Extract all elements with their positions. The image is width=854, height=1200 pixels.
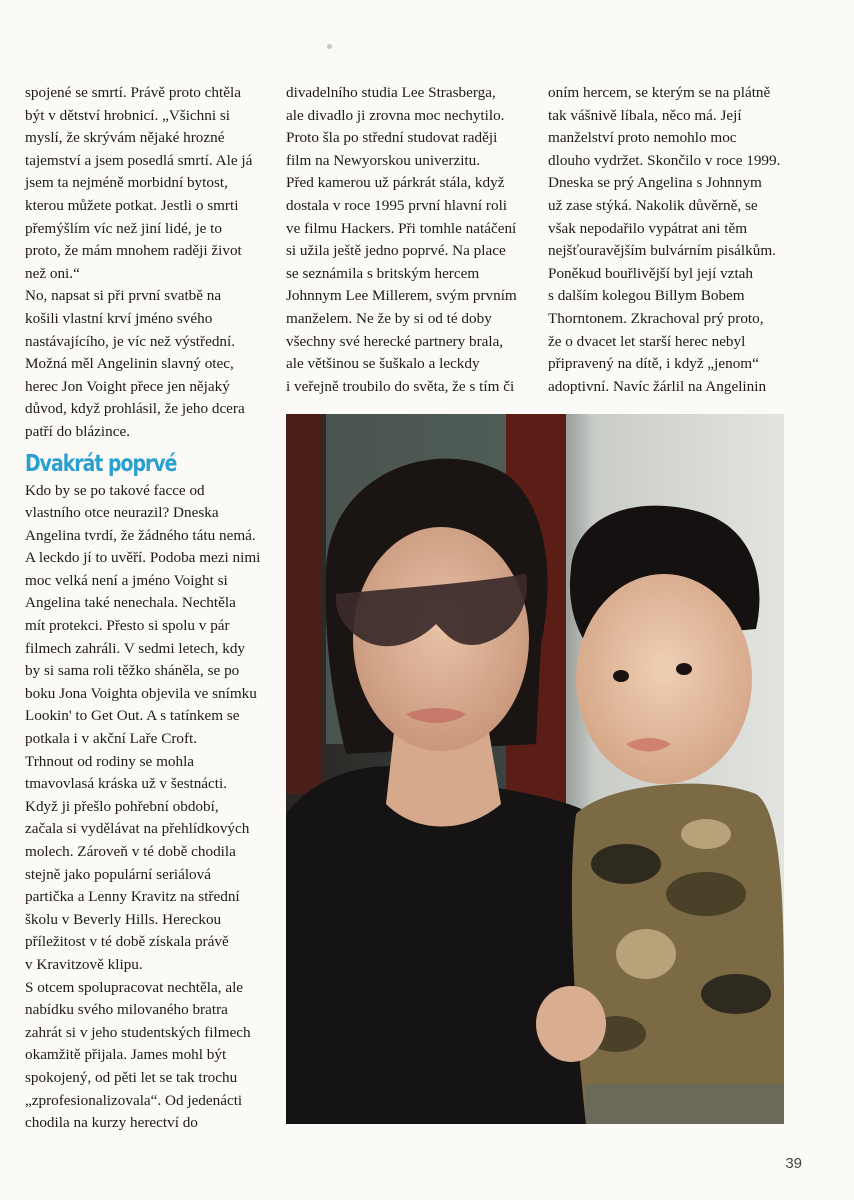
text-line: stejně jako populární seriálová <box>25 865 211 883</box>
text-line: si užila ještě jedno poprvé. Na place <box>286 242 506 260</box>
text-line: už zase stýká. Nakolik důvěrně, se <box>548 196 758 214</box>
text-line: nabídku svého milovaného bratra <box>25 1001 228 1019</box>
article-photo <box>286 414 784 1124</box>
text-line: by si sama roli těžko sháněla, se po <box>25 662 240 680</box>
text-line: vlastního otce neurazil? Dneska <box>25 504 219 522</box>
text-line: partička a Lenny Kravitz na střední <box>25 888 240 906</box>
section-heading: Dvakrát poprvé <box>25 450 177 477</box>
text-line: Proto šla po střední studovat raději <box>286 129 498 147</box>
text-line: připravený na dítě, i když „jenom“ <box>548 355 759 373</box>
text-line: Thorntonem. Zkrachoval prý proto, <box>548 309 764 327</box>
text-line: kterou můžete potkat. Jestli o smrti <box>25 196 239 214</box>
text-line: nastávajícího, je víc než výstřední. <box>25 332 236 350</box>
text-line: tak vášnivě líbala, něco má. Její <box>548 106 742 124</box>
text-line: manželství proto nemohlo moc <box>548 129 737 147</box>
page-number: 39 <box>785 1155 802 1172</box>
article-column-2 <box>286 82 541 398</box>
text-line: moc velká není a jméno Voight si <box>25 571 228 589</box>
text-line: přemýšlím víc než jiní lidé, je to <box>25 219 222 237</box>
text-line: chodila na kurzy herectví do <box>25 1114 198 1132</box>
text-line: s dalším kolegou Billym Bobem <box>548 287 745 305</box>
text-line: však nepodařilo vypátrat ani těm <box>548 219 748 237</box>
text-line: Kdo by se po takové facce od <box>25 481 205 499</box>
text-line: S otcem spolupracovat nechtěla, ale <box>25 978 244 996</box>
text-line: se seznámila s britským hercem <box>286 264 480 282</box>
text-line: zahrát si v jeho studentských filmech <box>25 1023 251 1041</box>
text-line: ale většinou se šuškalo a leckdy <box>286 355 480 373</box>
text-line: Před kamerou už párkrát stála, když <box>286 174 505 192</box>
text-line: začala si vydělávat na přehlídkových <box>25 820 250 838</box>
text-line: v Kravitzově klipu. <box>25 955 143 973</box>
text-line: herec Jon Voight přece jen nějaký <box>25 377 230 395</box>
text-line: tmavovlasá kráska už v šestnácti. <box>25 775 228 793</box>
text-line: mít protekci. Přesto si spolu v pár <box>25 617 230 635</box>
text-line: příležitost v té době získala právě <box>25 933 229 951</box>
text-line: školu v Beverly Hills. Hereckou <box>25 910 222 928</box>
text-line: spokojený, od pěti let se tak trochu <box>25 1068 238 1086</box>
text-line: důvod, když prohlásil, že jeho dcera <box>25 400 245 418</box>
text-line: potkala i v akční Laře Croft. <box>25 730 198 748</box>
photo-illustration <box>286 414 784 1124</box>
text-line: ve filmu Hackers. Při tomhle natáčení <box>286 219 517 237</box>
text-line: že o dvacet let starší herec nebyl <box>548 332 746 350</box>
text-line: být v dětství hrobnicí. „Všichni si <box>25 106 231 124</box>
text-line: Johnnym Lee Millerem, svým prvním <box>286 287 517 305</box>
text-line: proto, že mám mnohem raději život <box>25 242 242 260</box>
text-line: Trhnout od rodiny se mohla <box>25 752 195 770</box>
text-line: nejšťouravějším bulvárním pisálkům. <box>548 242 776 260</box>
text-line: „zprofesionalizovala“. Od jedenácti <box>25 1091 243 1109</box>
text-line: oním hercem, se kterým se na plátně <box>548 84 771 101</box>
text-line: i veřejně troubilo do světa, že s tím či <box>286 377 515 395</box>
text-line: Lookin' to Get Out. A s tatínkem se <box>25 707 240 725</box>
text-line: košili vlastní krví jméno svého <box>25 309 213 327</box>
decorative-dot <box>327 44 332 49</box>
text-line: tajemství a jsem posedlá smrtí. Ale já <box>25 151 253 169</box>
article-column-1 <box>25 82 270 1135</box>
text-line: spojené se smrtí. Právě proto chtěla <box>25 84 241 101</box>
text-line: boku Jona Voighta objevila ve snímku <box>25 684 257 702</box>
text-line: manželem. Ne že by si od té doby <box>286 309 492 327</box>
text-line: dlouho vydržet. Skončilo v roce 1999. <box>548 151 781 169</box>
text-line: patří do blázince. <box>25 422 130 440</box>
text-line: okamžitě přijala. James mohl být <box>25 1046 227 1064</box>
text-line: dostala v roce 1995 první hlavní roli <box>286 196 508 214</box>
text-line: Dneska se prý Angelina s Johnnym <box>548 174 762 192</box>
text-line: molech. Zároveň v té době chodila <box>25 843 236 860</box>
text-line: myslí, že skrývám nějaké hrozné <box>25 129 225 147</box>
text-line: No, napsat si při první svatbě na <box>25 287 222 305</box>
text-line: divadelního studia Lee Strasberga, <box>286 84 496 101</box>
column-1-paragraph-a <box>25 82 270 444</box>
text-line: Angelina také nenechala. Nechtěla <box>25 594 236 612</box>
text-line: ale divadlo ji zrovna moc nechytilo. <box>286 106 505 124</box>
column-1-paragraph-b <box>25 480 270 1135</box>
text-line: jsem ta nejméně morbidní bytost, <box>25 174 228 192</box>
text-line: všechny své herecké partnery brala, <box>286 332 504 350</box>
text-line: Angelina tvrdí, že žádného tátu nemá. <box>25 526 256 544</box>
text-line: adoptivní. Navíc žárlil na Angelinin <box>548 377 767 395</box>
text-line: Poněkud bouřlivější byl její vztah <box>548 264 754 282</box>
text-line: Možná měl Angelinin slavný otec, <box>25 355 234 373</box>
text-line: A leckdo jí to uvěří. Podoba mezi nimi <box>25 549 261 567</box>
text-line: film na Newyorskou univerzitu. <box>286 151 481 169</box>
article-column-3 <box>548 82 798 398</box>
text-line: než oni.“ <box>25 264 80 282</box>
text-line: filmech zahráli. V sedmi letech, kdy <box>25 639 246 657</box>
text-line: Když ji přešlo pohřební období, <box>25 797 219 815</box>
